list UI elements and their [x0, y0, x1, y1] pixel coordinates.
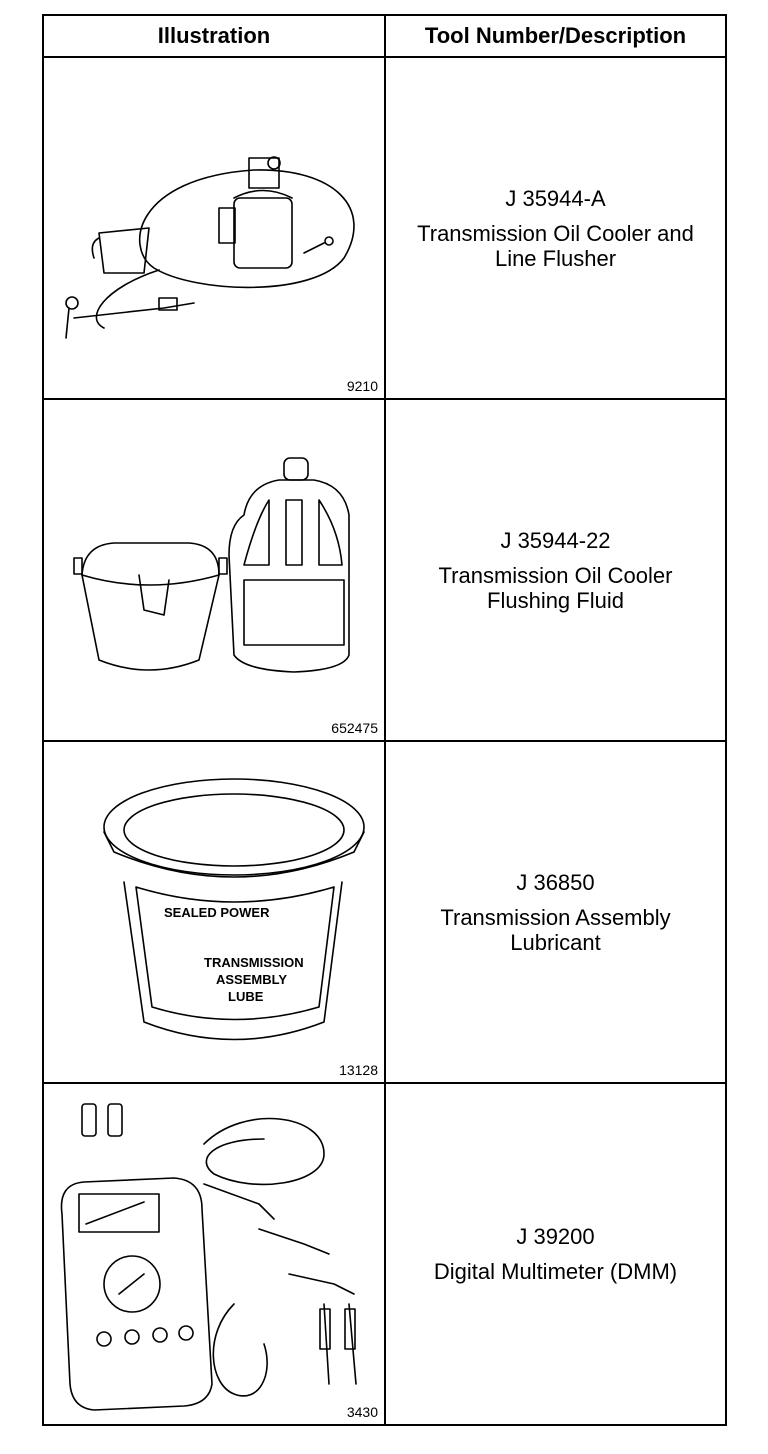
lubricant-label-text: ASSEMBLY	[216, 972, 288, 987]
header-tool: Tool Number/Description	[385, 15, 726, 57]
illustration-cell	[43, 399, 385, 741]
illustration-cell	[43, 741, 385, 1083]
tool-description-cell	[385, 57, 726, 399]
tool-table	[42, 14, 727, 1426]
tool-number: J 36850	[516, 869, 595, 895]
figure-number: 13128	[339, 1062, 378, 1078]
table-header-row	[43, 15, 726, 57]
lubricant-label-text: TRANSMISSION	[204, 955, 304, 970]
lubricant-label-text: SEALED POWER	[164, 905, 270, 920]
table-row	[43, 399, 726, 741]
table-row	[43, 57, 726, 399]
tool-description-line1: Digital Multimeter (DMM)	[433, 1259, 678, 1284]
tool-number: J 35944-A	[505, 185, 606, 211]
illustration-cell	[43, 57, 385, 399]
tool-description-line2: Line Flusher	[494, 245, 617, 271]
lubricant-tub-icon	[44, 742, 384, 1082]
tool-description-line2: Flushing Fluid	[487, 587, 624, 613]
figure-number: 9210	[346, 378, 378, 394]
tool-description-line2: Lubricant	[510, 929, 601, 955]
tool-number: J 39200	[516, 1224, 595, 1249]
figure-number: 652475	[331, 720, 378, 736]
table-row	[43, 1083, 726, 1425]
tool-description-line1: Transmission Assembly	[440, 904, 671, 930]
tool-description-cell	[385, 741, 726, 1083]
tool-description-cell	[385, 399, 726, 741]
tool-description-line1: Transmission Oil Cooler and	[417, 220, 694, 246]
figure-number: 3430	[346, 1404, 378, 1420]
tool-number: J 35944-22	[500, 527, 611, 553]
tool-description-line1: Transmission Oil Cooler	[438, 562, 673, 588]
table-row	[43, 741, 726, 1083]
multimeter-icon	[44, 1084, 384, 1424]
lubricant-label-text: LUBE	[228, 989, 264, 1004]
flusher-tank-icon	[44, 58, 384, 398]
illustration-cell	[43, 1083, 385, 1425]
fluid-jug-icon	[44, 400, 384, 740]
tool-description-cell	[385, 1083, 726, 1425]
header-illustration: Illustration	[43, 15, 385, 57]
